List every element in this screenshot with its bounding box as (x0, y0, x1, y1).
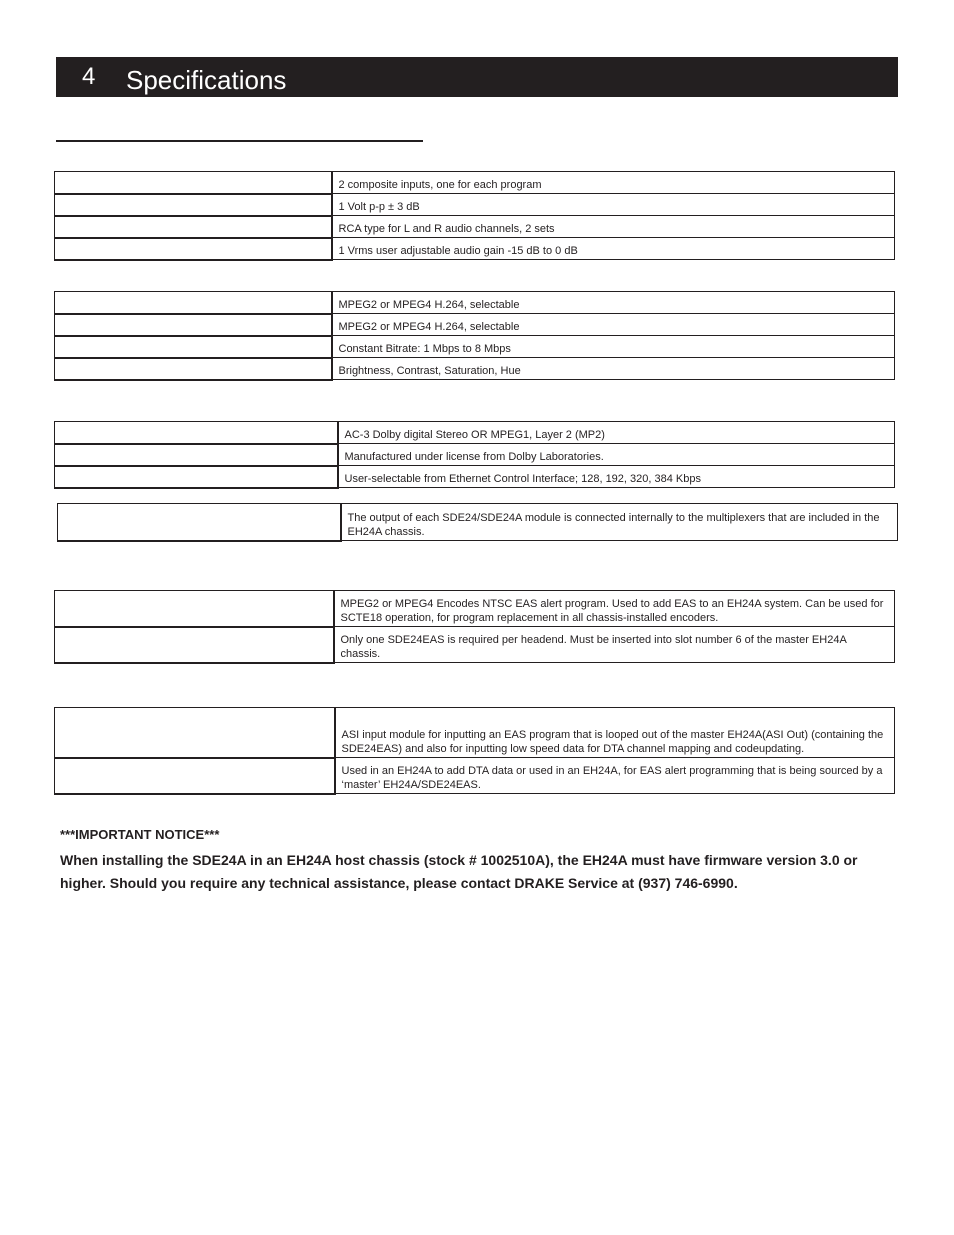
spec-label (55, 216, 332, 238)
audio-encoding-table (54, 421, 895, 489)
spec-label (55, 314, 332, 336)
spec-value: The output of each SDE24/SDE24A module is connected internally to the multiplexers that are included in the EH24A chassis. (341, 504, 898, 541)
table-row (58, 504, 898, 541)
notice-body: When installing the SDE24A in an EH24A host chassis (stock # 1002510A), the EH24A must have firmware version 3.0 or higher. Should you require any technical assistance, please contact DRAKE Service at (937) 746-6990. (60, 852, 858, 891)
spec-label (55, 466, 338, 488)
spec-value: MPEG2 or MPEG4 H.264, selectable (332, 314, 895, 336)
notice-heading: ***IMPORTANT NOTICE*** (60, 827, 220, 842)
table-row (55, 194, 895, 216)
spec-value: Manufactured under license from Dolby Laboratories. (338, 444, 895, 466)
spec-label (55, 627, 334, 663)
spec-value: MPEG2 or MPEG4 H.264, selectable (332, 292, 895, 314)
page-title: Specifications (126, 65, 287, 95)
spec-label (55, 758, 335, 794)
spec-label (55, 292, 332, 314)
table-row (55, 708, 895, 758)
table-row (55, 292, 895, 314)
spec-label (55, 591, 334, 627)
spec-value: RCA type for L and R audio channels, 2 sets (332, 216, 895, 238)
spec-label (55, 358, 332, 380)
spec-value: MPEG2 or MPEG4 Encodes NTSC EAS alert program. Used to add EAS to an EH24A system. Can be used for SCTE18 operation, for program replacement in all chassis-installed encoders. (334, 591, 895, 627)
table-row (55, 314, 895, 336)
section-header (56, 57, 898, 97)
spec-label (55, 708, 335, 758)
spec-label (55, 336, 332, 358)
table-row (55, 591, 895, 627)
video-input-table (54, 171, 895, 261)
table-row (55, 172, 895, 194)
spec-value: 1 Vrms user adjustable audio gain -15 dB to 0 dB (332, 238, 895, 260)
spec-label (55, 422, 338, 444)
section-divider (56, 140, 423, 142)
important-notice (60, 826, 880, 895)
spec-value: AC-3 Dolby digital Stereo OR MPEG1, Layer 2 (MP2) (338, 422, 895, 444)
table-row (55, 216, 895, 238)
asi-input-table (54, 707, 895, 795)
spec-label (55, 444, 338, 466)
table-row (55, 336, 895, 358)
spec-value: Brightness, Contrast, Saturation, Hue (332, 358, 895, 380)
spec-value: 2 composite inputs, one for each program (332, 172, 895, 194)
table-row (55, 422, 895, 444)
eas-encoder-table (54, 590, 895, 664)
output-table (57, 503, 898, 542)
spec-label (55, 172, 332, 194)
spec-value: Only one SDE24EAS is required per headend. Must be inserted into slot number 6 of the master EH24A chassis. (334, 627, 895, 663)
spec-label (55, 238, 332, 260)
video-encoding-table (54, 291, 895, 381)
spec-value: Constant Bitrate: 1 Mbps to 8 Mbps (332, 336, 895, 358)
spec-value: ASI input module for inputting an EAS program that is looped out of the master EH24A(ASI Out) (containing the SDE24EAS) and also for inputting low speed data for DTA channel mapping and codeupdating. (335, 708, 895, 758)
table-row (55, 238, 895, 260)
table-row (55, 758, 895, 794)
section-number: 4 (82, 63, 96, 90)
spec-value: 1 Volt p-p ± 3 dB (332, 194, 895, 216)
spec-value: Used in an EH24A to add DTA data or used in an EH24A, for EAS alert programming that is being sourced by a ‘master’ EH24A/SDE24EAS. (335, 758, 895, 794)
spec-label (58, 504, 341, 541)
table-row (55, 627, 895, 663)
table-row (55, 358, 895, 380)
spec-label (55, 194, 332, 216)
spec-value: User-selectable from Ethernet Control Interface; 128, 192, 320, 384 Kbps (338, 466, 895, 488)
table-row (55, 466, 895, 488)
table-row (55, 444, 895, 466)
